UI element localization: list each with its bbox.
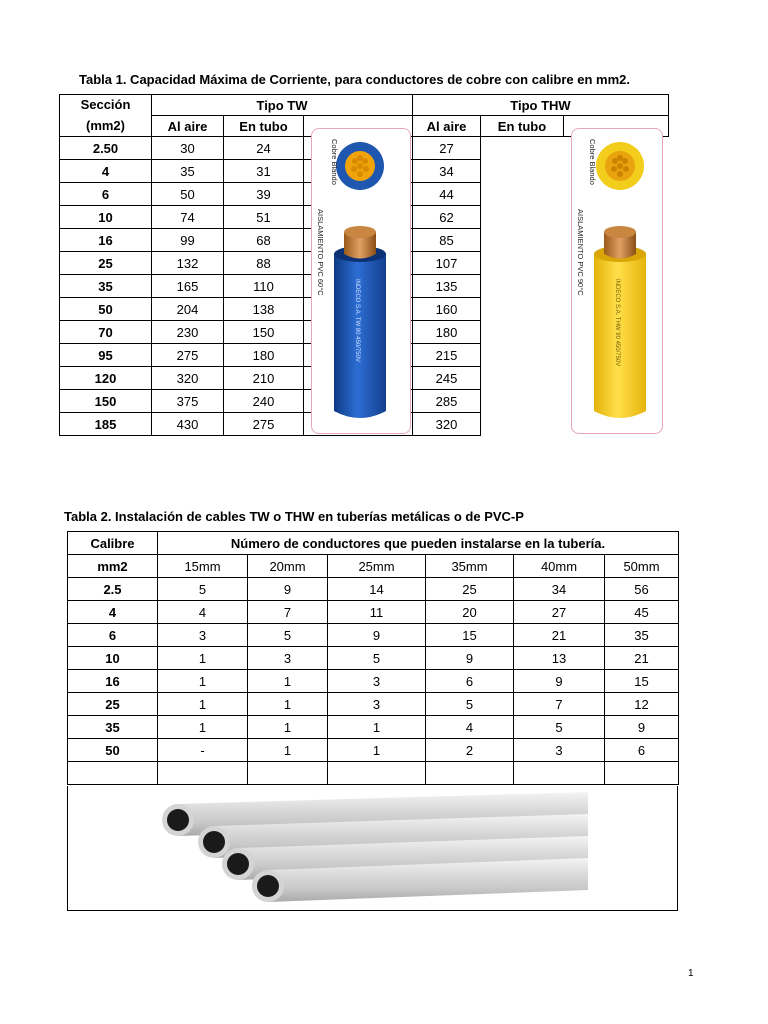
header-tw-en-tubo: En tubo — [224, 116, 304, 137]
seccion-cell: 150 — [60, 390, 152, 413]
tw-en-tubo-cell: 51 — [224, 206, 304, 229]
tw-al-aire-cell: 132 — [152, 252, 224, 275]
conductor-count-cell: 9 — [328, 624, 426, 647]
empty-cell — [426, 762, 514, 785]
conductor-count-cell: 4 — [158, 601, 248, 624]
conductor-count-cell: 5 — [158, 578, 248, 601]
header-thw-en-tubo: En tubo — [481, 116, 564, 137]
conductor-count-cell: 21 — [605, 647, 679, 670]
tw-en-tubo-cell: 39 — [224, 183, 304, 206]
table2-row — [68, 624, 679, 647]
empty-cell — [248, 762, 328, 785]
tw-al-aire-cell: 320 — [152, 367, 224, 390]
seccion-cell: 25 — [60, 252, 152, 275]
conductor-count-cell: 1 — [328, 716, 426, 739]
tw-al-aire-cell: 35 — [152, 160, 224, 183]
conductor-count-cell: 1 — [158, 647, 248, 670]
header-col-40mm: 40mm — [514, 555, 605, 578]
tw-al-aire-cell: 30 — [152, 137, 224, 160]
conductor-count-cell: 2 — [426, 739, 514, 762]
thw-en-tubo-cell: 34 — [413, 160, 481, 183]
tw-core-label: Cobre Blando — [330, 139, 339, 185]
empty-cell — [68, 762, 158, 785]
conductor-count-cell: 5 — [426, 693, 514, 716]
calibre-cell: 2.5 — [68, 578, 158, 601]
conductor-count-cell: 27 — [514, 601, 605, 624]
seccion-cell: 35 — [60, 275, 152, 298]
header-numero-conductores: Número de conductores que pueden instalarse en la tubería. — [158, 532, 679, 555]
tw-en-tubo-cell: 138 — [224, 298, 304, 321]
pvc-conduit-pipes — [68, 786, 679, 911]
conductor-count-cell: 1 — [248, 739, 328, 762]
seccion-cell: 120 — [60, 367, 152, 390]
calibre-cell: 6 — [68, 624, 158, 647]
header-col-20mm: 20mm — [248, 555, 328, 578]
table1-title: Tabla 1. Capacidad Máxima de Corriente, para conductores de cobre con calibre en mm2. — [79, 72, 630, 87]
calibre-cell: 16 — [68, 670, 158, 693]
table2-row — [68, 647, 679, 670]
thw-en-tubo-cell: 245 — [413, 367, 481, 390]
header-seccion: Sección (mm2) — [60, 95, 152, 137]
header-col-35mm: 35mm — [426, 555, 514, 578]
seccion-cell: 185 — [60, 413, 152, 436]
conductor-count-cell: 1 — [158, 693, 248, 716]
thw-en-tubo-cell: 62 — [413, 206, 481, 229]
thw-en-tubo-cell: 320 — [413, 413, 481, 436]
seccion-cell: 16 — [60, 229, 152, 252]
table2-row — [68, 693, 679, 716]
empty-cell — [158, 762, 248, 785]
page-number: 1 — [688, 968, 694, 979]
seccion-cell: 50 — [60, 298, 152, 321]
tw-en-tubo-cell: 210 — [224, 367, 304, 390]
conductor-count-cell: 13 — [514, 647, 605, 670]
conductor-count-cell: 9 — [514, 670, 605, 693]
tw-en-tubo-cell: 275 — [224, 413, 304, 436]
conductor-count-cell: 34 — [514, 578, 605, 601]
calibre-cell: 10 — [68, 647, 158, 670]
table2-row — [68, 739, 679, 762]
thw-en-tubo-cell: 160 — [413, 298, 481, 321]
tw-al-aire-cell: 99 — [152, 229, 224, 252]
conductor-count-cell: 7 — [248, 601, 328, 624]
tw-en-tubo-cell: 240 — [224, 390, 304, 413]
tw-en-tubo-cell: 68 — [224, 229, 304, 252]
tw-al-aire-cell: 230 — [152, 321, 224, 344]
conductor-count-cell: 15 — [426, 624, 514, 647]
conductor-count-cell: 21 — [514, 624, 605, 647]
conductor-count-cell: 14 — [328, 578, 426, 601]
thw-brand-label: INDECO S.A. THW 90 450/750V — [614, 279, 620, 367]
tw-al-aire-cell: 74 — [152, 206, 224, 229]
conductor-count-cell: 1 — [328, 739, 426, 762]
conductor-count-cell: 9 — [248, 578, 328, 601]
seccion-cell: 2.50 — [60, 137, 152, 160]
header-mm2: mm2 — [68, 555, 158, 578]
thw-en-tubo-cell: 135 — [413, 275, 481, 298]
tw-en-tubo-cell: 31 — [224, 160, 304, 183]
conductor-count-cell: 3 — [514, 739, 605, 762]
tw-brand-label: INDECO S.A. TW 80 450/750V — [354, 279, 360, 362]
conductor-count-cell: 45 — [605, 601, 679, 624]
header-tipo-thw: Tipo THW — [413, 95, 669, 116]
empty-cell — [514, 762, 605, 785]
header-col-50mm: 50mm — [605, 555, 679, 578]
conductor-count-cell: 5 — [248, 624, 328, 647]
table2-title: Tabla 2. Instalación de cables TW o THW en tuberías metálicas o de PVC-P — [64, 509, 524, 524]
seccion-cell: 95 — [60, 344, 152, 367]
thw-en-tubo-cell: 180 — [413, 321, 481, 344]
calibre-cell: 4 — [68, 601, 158, 624]
conductor-count-cell: 3 — [248, 647, 328, 670]
conductor-count-cell: 1 — [158, 670, 248, 693]
tw-en-tubo-cell: 180 — [224, 344, 304, 367]
thw-en-tubo-cell: 285 — [413, 390, 481, 413]
tw-en-tubo-cell: 150 — [224, 321, 304, 344]
header-col-15mm: 15mm — [158, 555, 248, 578]
tw-al-aire-cell: 165 — [152, 275, 224, 298]
conductor-count-cell: 9 — [426, 647, 514, 670]
header-tipo-tw: Tipo TW — [152, 95, 413, 116]
tw-al-aire-cell: 430 — [152, 413, 224, 436]
seccion-cell: 6 — [60, 183, 152, 206]
thw-core-label: Cobre Blando — [588, 139, 597, 185]
header-thw-al-aire: Al aire — [413, 116, 481, 137]
tw-al-aire-cell: 204 — [152, 298, 224, 321]
thw-cable-image — [571, 128, 663, 434]
conductor-count-cell: 11 — [328, 601, 426, 624]
header-tw-al-aire: Al aire — [152, 116, 224, 137]
calibre-cell: 25 — [68, 693, 158, 716]
tw-en-tubo-cell: 24 — [224, 137, 304, 160]
conductor-count-cell: 5 — [328, 647, 426, 670]
conductor-count-cell: 3 — [328, 670, 426, 693]
conduit-image-box — [67, 786, 678, 911]
conductor-count-cell: 1 — [248, 716, 328, 739]
tw-en-tubo-cell: 110 — [224, 275, 304, 298]
conductor-count-cell: 35 — [605, 624, 679, 647]
conductor-count-cell: 1 — [248, 670, 328, 693]
table2 — [67, 531, 679, 785]
conductor-count-cell: 3 — [158, 624, 248, 647]
tw-cable-image — [311, 128, 411, 434]
seccion-cell: 10 — [60, 206, 152, 229]
thw-en-tubo-cell: 27 — [413, 137, 481, 160]
table2-row — [68, 601, 679, 624]
conductor-count-cell: 4 — [426, 716, 514, 739]
thw-en-tubo-cell: 107 — [413, 252, 481, 275]
conductor-count-cell: 6 — [426, 670, 514, 693]
header-calibre: Calibre — [68, 532, 158, 555]
thw-en-tubo-cell: 44 — [413, 183, 481, 206]
tw-al-aire-cell: 275 — [152, 344, 224, 367]
empty-cell — [605, 762, 679, 785]
calibre-cell: 35 — [68, 716, 158, 739]
conductor-count-cell: 6 — [605, 739, 679, 762]
conductor-count-cell: 7 — [514, 693, 605, 716]
conductor-count-cell: 5 — [514, 716, 605, 739]
thw-en-tubo-cell: 85 — [413, 229, 481, 252]
tw-insulation-label: AISLAMIENTO PVC 60°C — [316, 209, 325, 296]
conductor-count-cell: 1 — [158, 716, 248, 739]
table2-row — [68, 716, 679, 739]
conductor-count-cell: 56 — [605, 578, 679, 601]
conductor-count-cell: 20 — [426, 601, 514, 624]
tw-al-aire-cell: 50 — [152, 183, 224, 206]
table2-row — [68, 578, 679, 601]
conductor-count-cell: - — [158, 739, 248, 762]
tw-al-aire-cell: 375 — [152, 390, 224, 413]
thw-en-tubo-cell: 215 — [413, 344, 481, 367]
conductor-count-cell: 1 — [248, 693, 328, 716]
conductor-count-cell: 15 — [605, 670, 679, 693]
header-col-25mm: 25mm — [328, 555, 426, 578]
calibre-cell: 50 — [68, 739, 158, 762]
conductor-count-cell: 25 — [426, 578, 514, 601]
conductor-count-cell: 3 — [328, 693, 426, 716]
tw-en-tubo-cell: 88 — [224, 252, 304, 275]
thw-insulation-label: AISLAMIENTO PVC 90°C — [576, 209, 585, 296]
seccion-cell: 70 — [60, 321, 152, 344]
empty-cell — [328, 762, 426, 785]
conductor-count-cell: 9 — [605, 716, 679, 739]
conductor-count-cell: 12 — [605, 693, 679, 716]
seccion-cell: 4 — [60, 160, 152, 183]
table2-row — [68, 670, 679, 693]
